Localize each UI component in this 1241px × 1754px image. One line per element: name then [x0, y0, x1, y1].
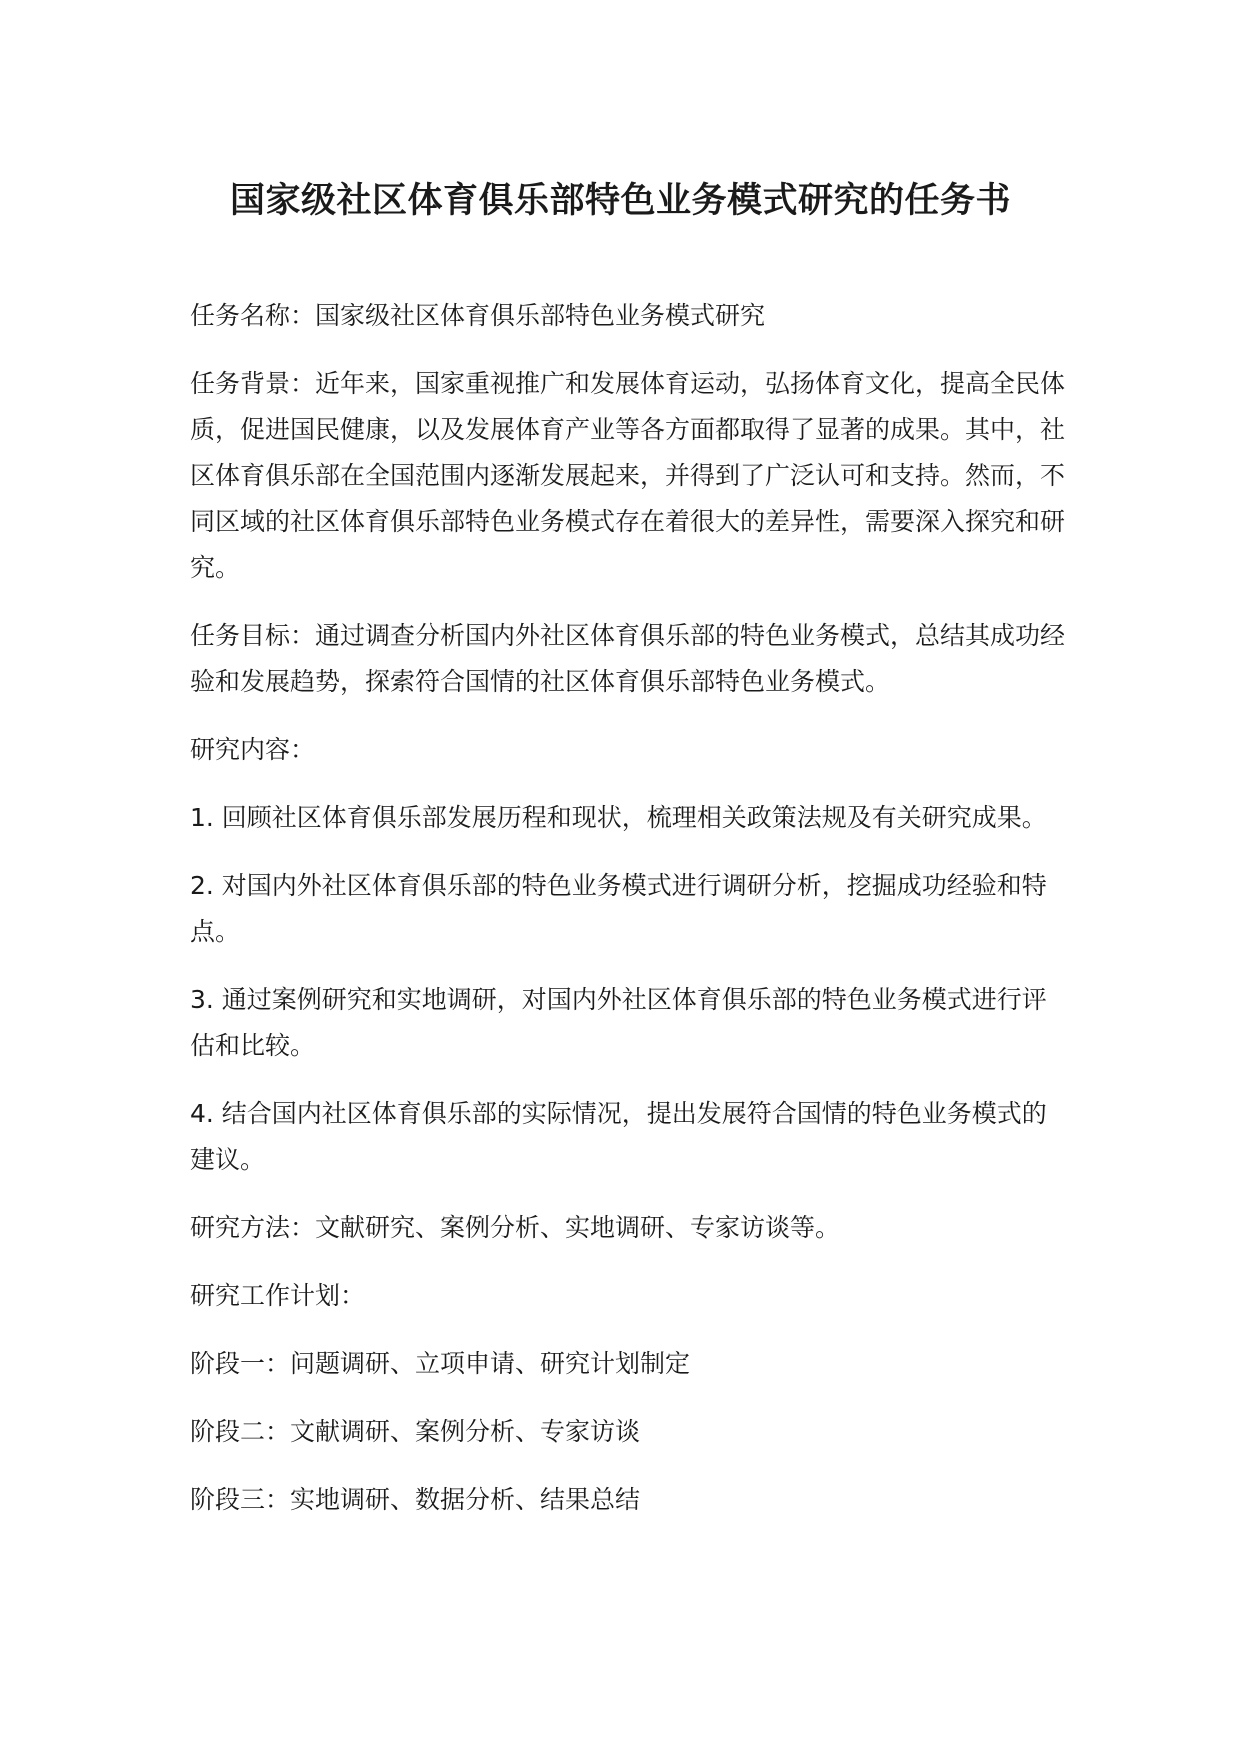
research-content-heading: 研究内容：	[190, 735, 316, 764]
task-goal-paragraph: 任务目标：通过调查分析国内外社区体育俱乐部的特色业务模式，总结其成功经验和发展趋势，探索符合国情的社区体育俱乐部特色业务模式。	[190, 621, 1066, 696]
research-content-item-3: 3. 通过案例研究和实地调研，对国内外社区体育俱乐部的特色业务模式进行评估和比较。	[190, 985, 1047, 1060]
research-content-item-4: 4. 结合国内社区体育俱乐部的实际情况，提出发展符合国情的特色业务模式的建议。	[190, 1099, 1047, 1174]
work-plan-stage-1: 阶段一：问题调研、立项申请、研究计划制定	[190, 1349, 691, 1378]
task-name-paragraph: 任务名称：国家级社区体育俱乐部特色业务模式研究	[190, 301, 766, 330]
research-method-paragraph: 研究方法：文献研究、案例分析、实地调研、专家访谈等。	[190, 1213, 841, 1242]
research-content-item-2: 2. 对国内外社区体育俱乐部的特色业务模式进行调研分析，挖掘成功经验和特点。	[190, 871, 1047, 946]
work-plan-heading: 研究工作计划：	[190, 1281, 366, 1310]
work-plan-stage-3: 阶段三：实地调研、数据分析、结果总结	[190, 1485, 641, 1514]
task-background-paragraph: 任务背景：近年来，国家重视推广和发展体育运动，弘扬体育文化，提高全民体质，促进国民健康，以及发展体育产业等各方面都取得了显著的成果。其中，社区体育俱乐部在全国范围内逐渐发展起来，并得到了广泛认可和支持。然而，不同区域的社区体育俱乐部特色业务模式存在着很大的差异性，需要深入探究和研究。	[190, 369, 1066, 582]
research-content-item-1: 1. 回顾社区体育俱乐部发展历程和现状，梳理相关政策法规及有关研究成果。	[190, 803, 1047, 832]
document-title: 国家级社区体育俱乐部特色业务模式研究的任务书	[229, 181, 1011, 221]
work-plan-stage-2: 阶段二：文献调研、案例分析、专家访谈	[190, 1417, 641, 1446]
document-body	[190, 293, 1070, 1545]
